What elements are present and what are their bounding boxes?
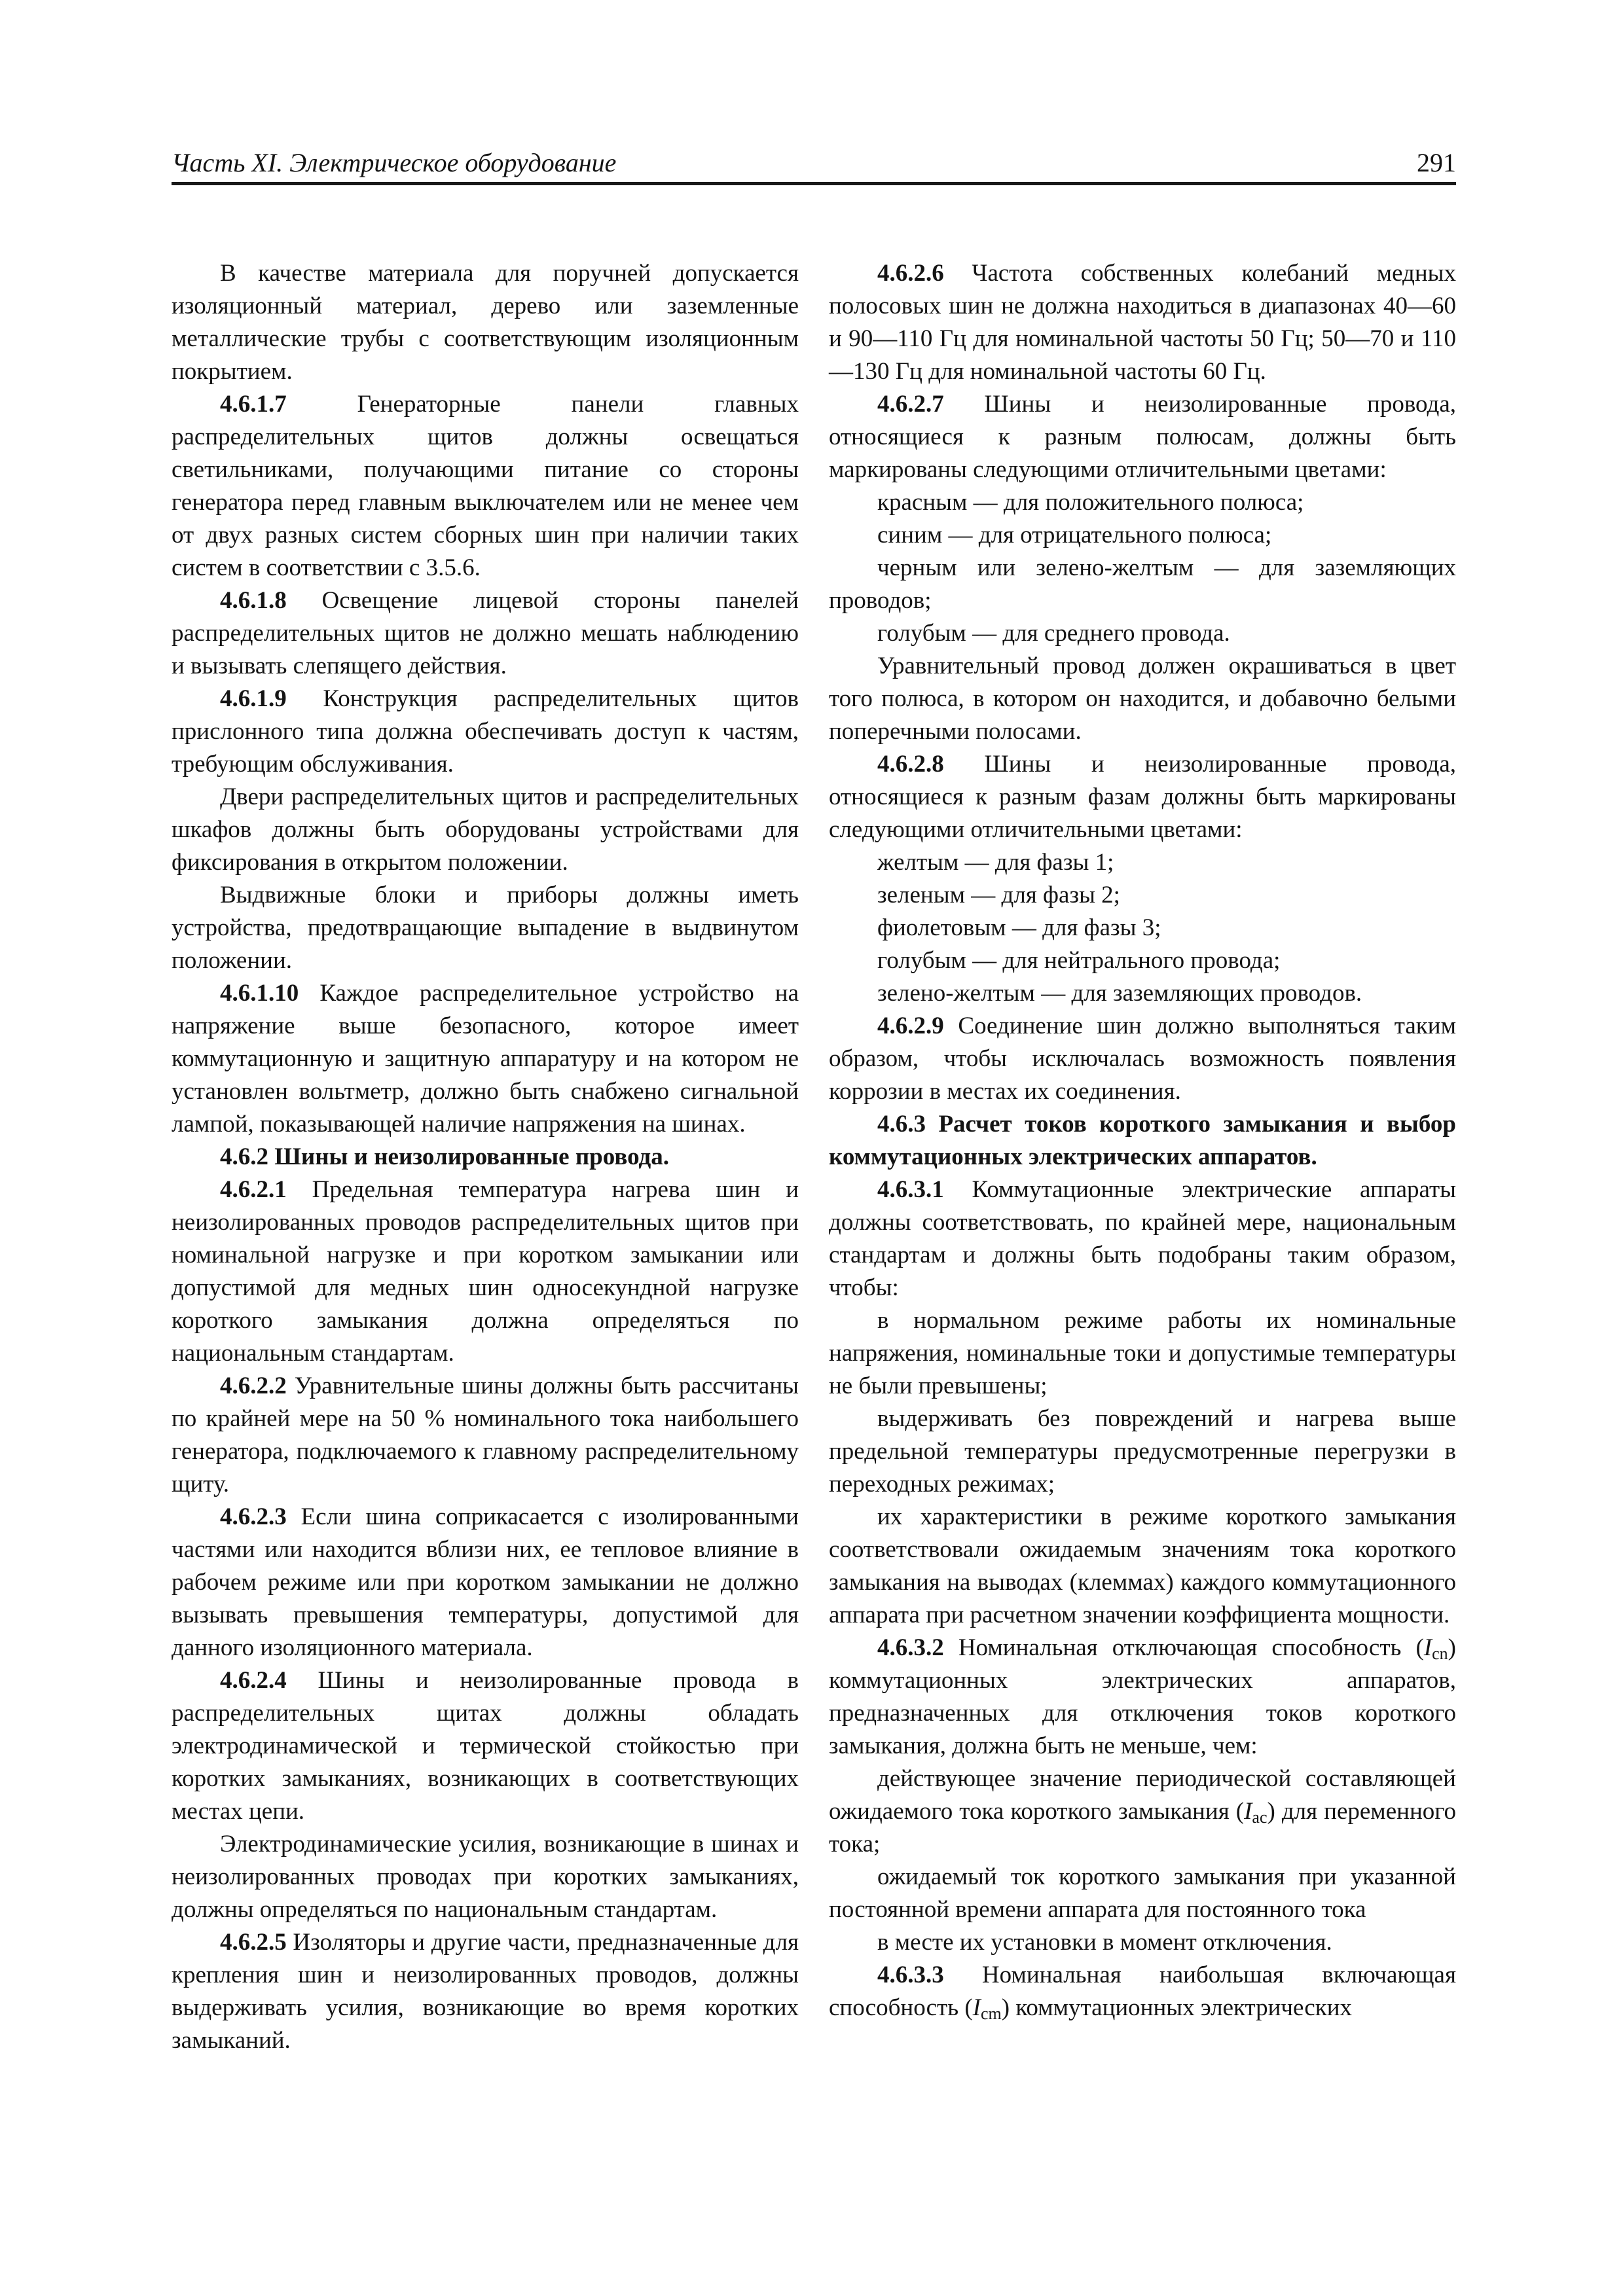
paragraph: 4.6.2.3 Если шина соприкасается с изолированными частями или находится вблизи них, ее тепловое влияние в рабочем режиме или при коротком замыкании не должно вызывать превышения температуры, допустимой для данного изоляционного материала. — [172, 1503, 799, 1661]
list-item: красным — для положительного полюса; — [877, 489, 1304, 516]
paragraph: 4.6.3.2 Номинальная отключающая способность $(I_{cn})$ коммутационных электрических аппаратов, предназначенных для отключения токов короткого замыкания, должна быть не меньше, чем: — [829, 1634, 1456, 1759]
paragraph: 4.6.1.9 Конструкция распределительных щитов прислонного типа должна обеспечивать доступ к частям, требующим обслуживания. — [172, 685, 799, 778]
clause-number: 4.6.2.6 — [877, 260, 944, 287]
clause-number: 4.6.1.9 — [220, 685, 287, 712]
list-item: черным или зелено-желтым — для заземляющих проводов; — [829, 554, 1456, 614]
list-item: зелено-желтым — для заземляющих проводов. — [877, 980, 1362, 1007]
paragraph: выдерживать без повреждений и нагрева выше предельной температуры предусмотренные перегрузки в переходных режимах; — [829, 1405, 1456, 1498]
current-subscript: cn — [1432, 1644, 1448, 1663]
paragraph: В качестве материала для поручней допускается изоляционный материал, дерево или заземленные металлические трубы с соответствующим изоляционным покрытием. — [172, 260, 799, 385]
clause-number: 4.6.2.2 — [220, 1372, 287, 1399]
clause-number: 4.6.1.8 — [220, 587, 287, 614]
current-symbol: I — [972, 1994, 981, 2021]
right-column — [829, 257, 1456, 2024]
list-item: зеленым — для фазы 2; — [877, 882, 1120, 908]
page-number: 291 — [1417, 148, 1456, 177]
running-header — [172, 147, 1456, 185]
clause-number: 4.6.3.1 — [877, 1176, 944, 1203]
section-heading: 4.6.3 Расчет токов короткого замыкания и выбор коммутационных электрических аппаратов. — [829, 1111, 1456, 1170]
clause-number: 4.6.2.8 — [877, 751, 944, 778]
paragraph: 4.6.2.6 Частота собственных колебаний медных полосовых шин не должна находиться в диапазонах 40—60 и 90—110 Гц для номинальной частоты 50 Гц; 50—70 и 110—130 Гц для номинальной частоты 60 Гц. — [829, 260, 1456, 385]
clause-number: 4.6.2.7 — [877, 391, 944, 418]
paragraph: 4.6.2.1 Предельная температура нагрева шин и неизолированных проводов распределительных щитов при номинальной нагрузке и при коротком замыкании или допустимой для медных шин односекундной нагрузке короткого замыкания должна определяться по национальным стандартам. — [172, 1176, 799, 1367]
left-column — [172, 257, 799, 2057]
clause-number: 4.6.1.10 — [220, 980, 299, 1007]
paragraph: 4.6.1.7 Генераторные панели главных распределительных щитов должны освещаться светильниками, получающими питание со стороны генератора перед главным выключателем или не менее чем от двух разных систем сборных шин при наличии таких систем в соответствии с 3.5.6. — [172, 391, 799, 581]
paragraph: 4.6.2.4 Шины и неизолированные провода в распределительных щитах должны обладать электродинамической и термической стойкостью при коротких замыканиях, возникающих в соответствующих местах цепи. — [172, 1667, 799, 1825]
paragraph: в месте их установки в момент отключения. — [877, 1929, 1332, 1956]
current-subscript: cm — [980, 2004, 1002, 2023]
paragraph: Электродинамические усилия, возникающие в шинах и неизолированных проводах при коротких замыканиях, должны определяться по национальным стандартам. — [172, 1831, 799, 1923]
header-title: Часть XI. Электрическое оборудование — [172, 148, 617, 177]
paragraph: 4.6.1.10 Каждое распределительное устройство на напряжение выше безопасного, которое имеет коммутационную и защитную аппаратуру и на котором не установлен вольтметр, должно быть снабжено сигнальной лампой, показывающей наличие напряжения на шинах. — [172, 980, 799, 1138]
clause-number: 4.6.2.9 — [877, 1013, 944, 1039]
paragraph: Уравнительный провод должен окрашиваться в цвет того полюса, в котором он находится, и добавочно белыми поперечными полосами. — [829, 653, 1456, 745]
clause-number: 4.6.3.2 — [877, 1634, 944, 1661]
current-subscript: ac — [1252, 1808, 1267, 1827]
list-item: фиолетовым — для фазы 3; — [877, 914, 1161, 941]
paragraph: в нормальном режиме работы их номинальные напряжения, номинальные токи и допустимые температуры не были превышены; — [829, 1307, 1456, 1399]
paragraph: 4.6.2.7 Шины и неизолированные провода, относящиеся к разным полюсам, должны быть маркированы следующими отличительными цветами: — [829, 391, 1456, 483]
paragraph: ожидаемый ток короткого замыкания при указанной постоянной времени аппарата для постоянного тока — [829, 1863, 1456, 1923]
current-symbol: I — [1244, 1798, 1252, 1825]
paragraph: 4.6.2.8 Шины и неизолированные провода, относящиеся к разным фазам должны быть маркированы следующими отличительными цветами: — [829, 751, 1456, 843]
current-symbol: I — [1423, 1634, 1432, 1661]
list-item: голубым — для нейтрального провода; — [877, 947, 1281, 974]
list-item: голубым — для среднего провода. — [877, 620, 1230, 647]
paragraph: 4.6.2.2 Уравнительные шины должны быть рассчитаны по крайней мере на 50 % номинального тока наибольшего генератора, подключаемого к главному распределительному щиту. — [172, 1372, 799, 1498]
paragraph: 4.6.2.5 Изоляторы и другие части, предназначенные для крепления шин и неизолированных проводов, должны выдерживать усилия, возникающие во время коротких замыканий. — [172, 1929, 799, 2054]
list-item: желтым — для фазы 1; — [877, 849, 1114, 876]
clause-number: 4.6.3.3 — [877, 1962, 944, 1988]
list-item: синим — для отрицательного полюса; — [877, 522, 1272, 548]
paragraph: действующее значение периодической составляющей ожидаемого тока короткого замыкания $(I_{ac})$ для переменного тока; — [829, 1765, 1456, 1857]
clause-number: 4.6.2.5 — [220, 1929, 287, 1956]
clause-number: 4.6.2.3 — [220, 1503, 287, 1530]
clause-number: 4.6.2.1 — [220, 1176, 287, 1203]
paragraph: 4.6.3.3 Номинальная наибольшая включающая способность $(I_{cm})$ коммутационных электрических — [829, 1962, 1456, 2023]
section-heading: 4.6.2 Шины и неизолированные провода. — [220, 1143, 669, 1170]
paragraph: 4.6.2.9 Соединение шин должно выполняться таким образом, чтобы исключалась возможность появления коррозии в местах их соединения. — [829, 1013, 1456, 1105]
paragraph: 4.6.3.1 Коммутационные электрические аппараты должны соответствовать, по крайней мере, национальным стандартам и должны быть подобраны таким образом, чтобы: — [829, 1176, 1456, 1301]
paragraph: 4.6.1.8 Освещение лицевой стороны панелей распределительных щитов не должно мешать наблюдению и вызывать слепящего действия. — [172, 587, 799, 679]
clause-number: 4.6.1.7 — [220, 391, 287, 418]
paragraph: Выдвижные блоки и приборы должны иметь устройства, предотвращающие выпадение в выдвинутом положении. — [172, 882, 799, 974]
paragraph: Двери распределительных щитов и распределительных шкафов должны быть оборудованы устройствами для фиксирования в открытом положении. — [172, 783, 799, 876]
paragraph: их характеристики в режиме короткого замыкания соответствовали ожидаемым значениям тока короткого замыкания на выводах (клеммах) каждого коммутационного аппарата при расчетном значении коэффициента мощности. — [829, 1503, 1456, 1628]
clause-number: 4.6.2.4 — [220, 1667, 287, 1694]
